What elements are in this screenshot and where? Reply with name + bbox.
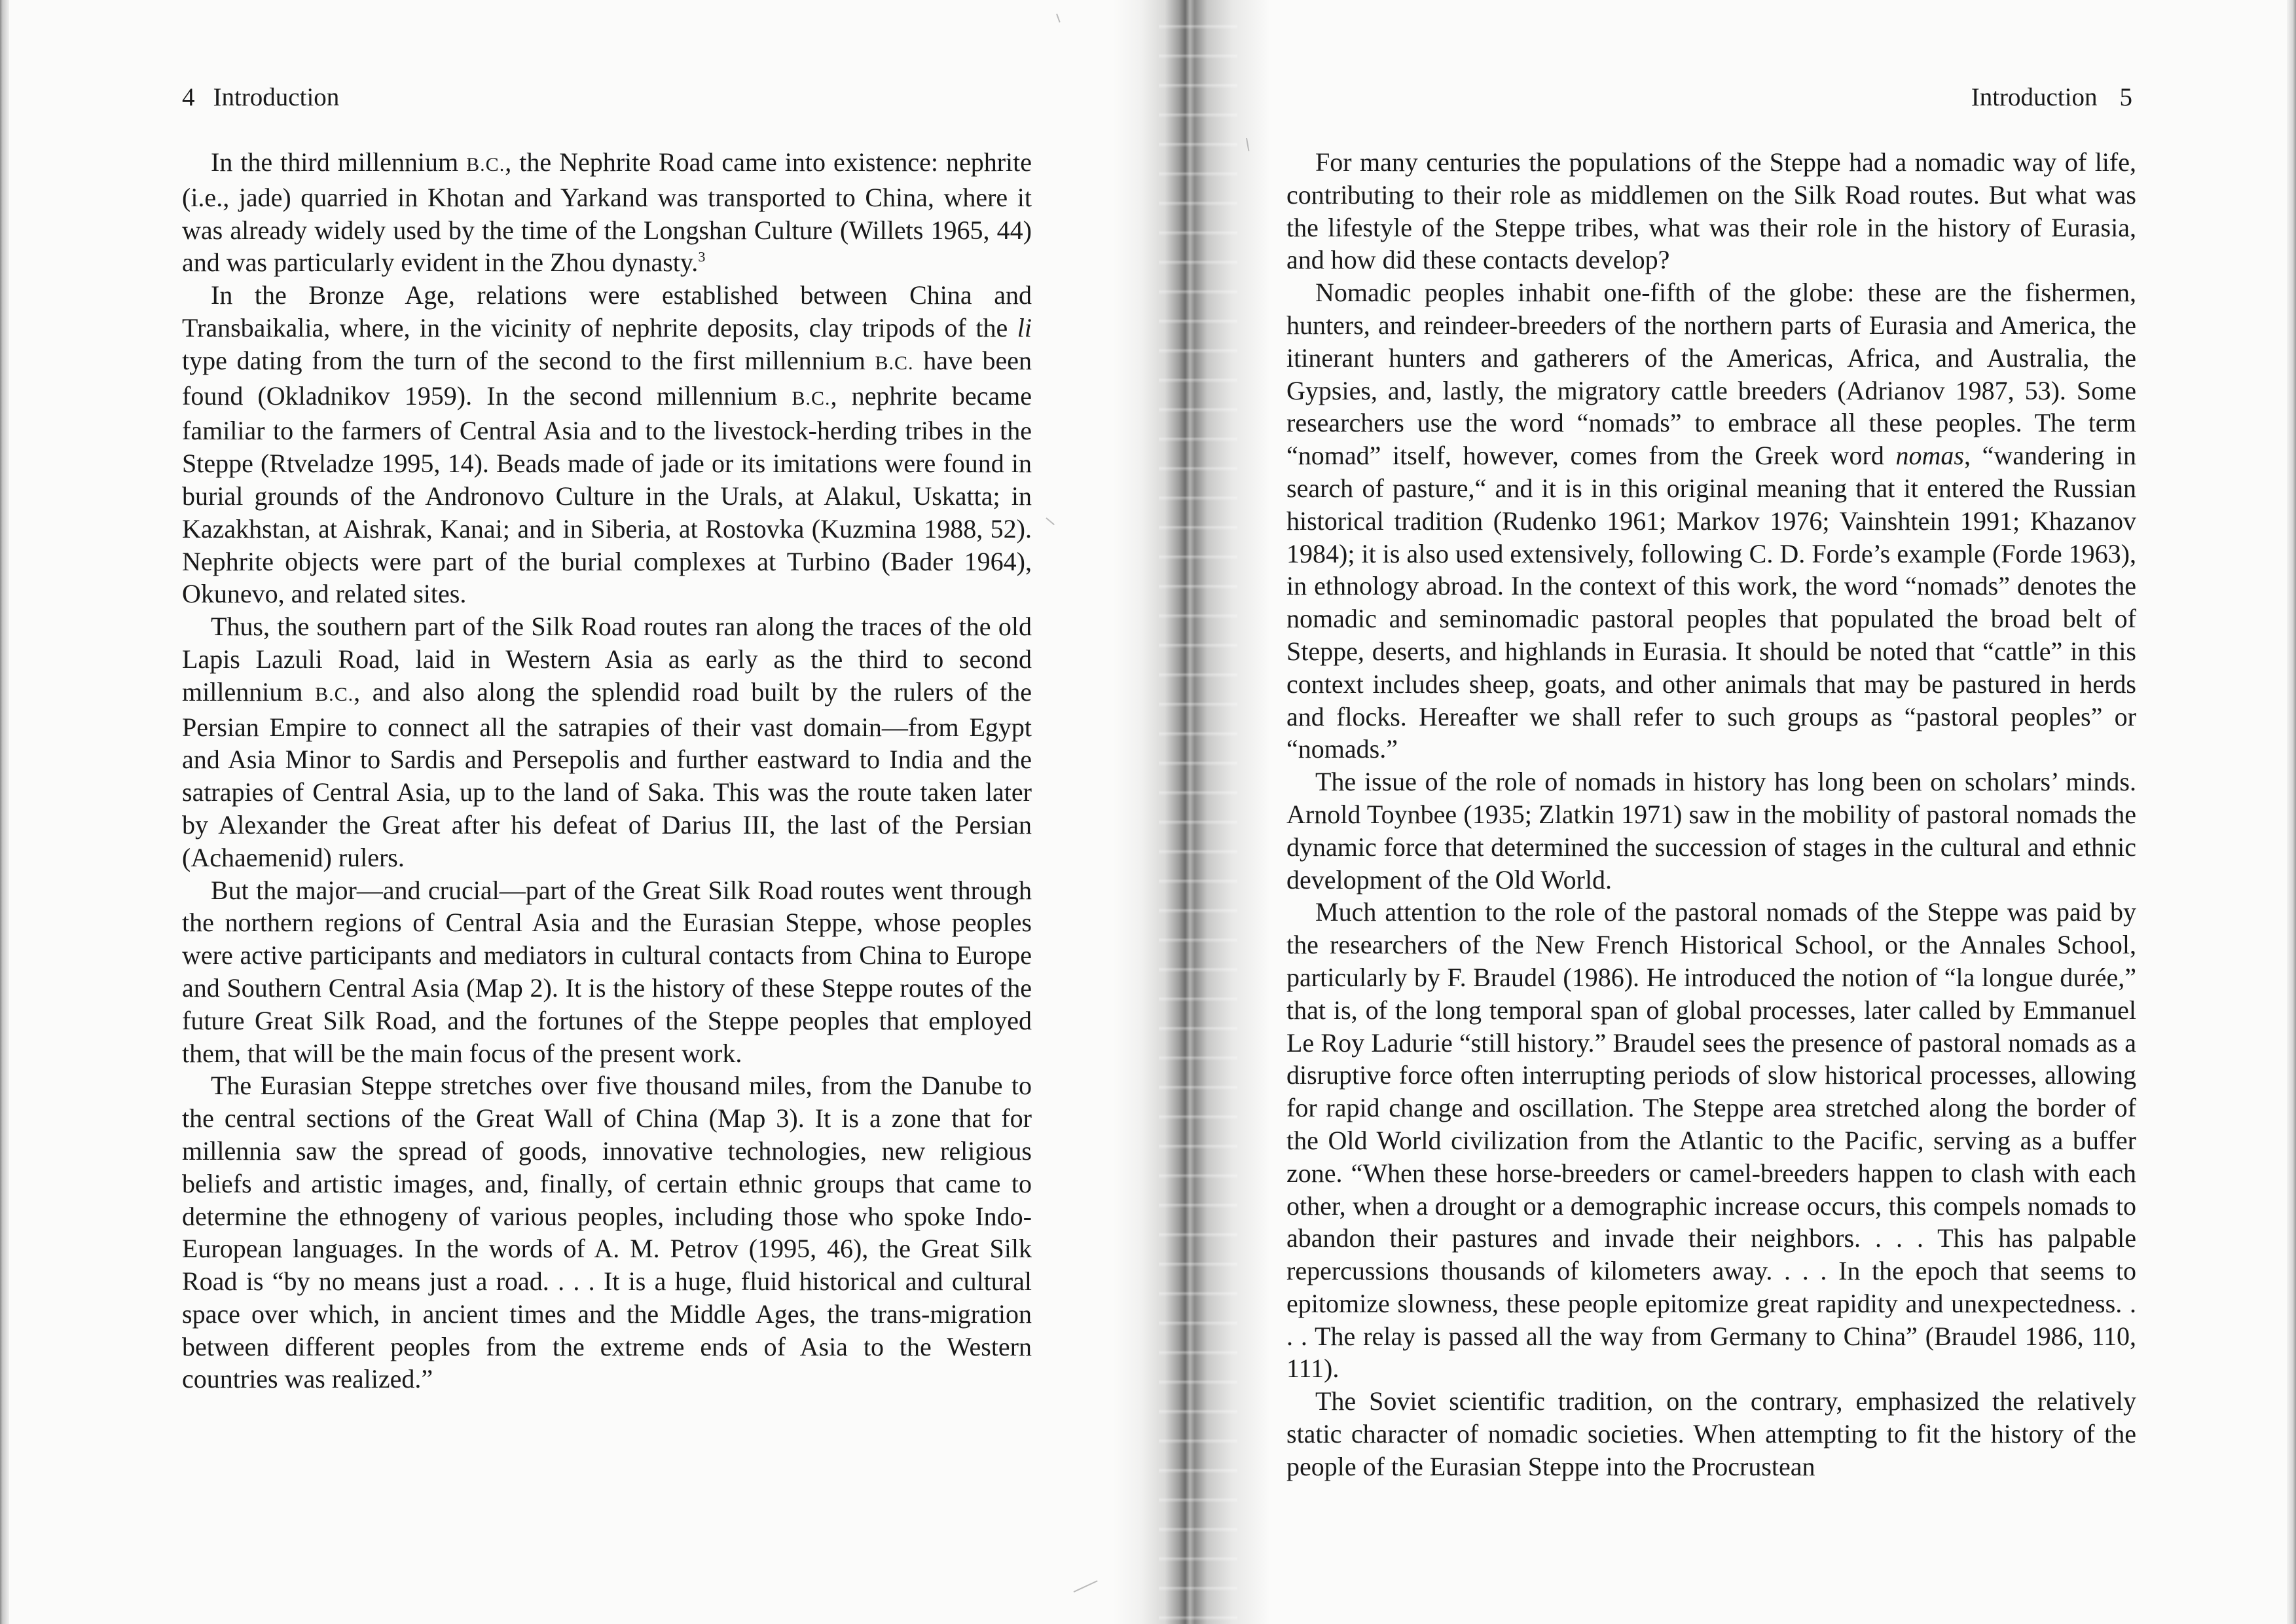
right-paragraph-text-4: Much attention to the role of the pastoral nomads of the Steppe was paid by the researchers of the New French Historical School, or the Annales School, particularly by F. Braudel (1986). He introduced the notion of “la longue durée,” that is, of the long temporal span of global processes, later called by Emmanuel Le Roy Ladurie “still history.” Braudel sees the presence of pastoral nomads as a disruptive force often interrupting periods of slow historical processes, allowing for rapid change and oscillation. The Steppe area stretched along the border of the Old World civilization from the Atlantic to the Pacific, serving as a buffer zone. “When these horse-breeders or camel-breeders happen to clash with each other, when a drought or a demographic increase occurs, this compels nomads to abandon their pastures and invade their neighbors. . . . This has palpable repercussions thousands of kilometers away. . . . In the epoch that seems to epitomize slowness, these people epitomize great rapidity and unexpectedness. . . . The relay is passed all the way from Germany to China” (Braudel 1986, 110, 111). xyxy=(1286,897,2136,1384)
right-page-number: 5 xyxy=(2119,83,2132,111)
left-paragraph-text-1: In the third millennium B.C., the Nephrite Road came into existence: nephrite (i.e., jade) quarried in Khotan and Yarkand was transported to China, where it was already widely used by the time of the Longshan Culture (Willets 1965, 44) and was particularly evident in the Zhou dynasty.$^3$ xyxy=(182,147,1032,278)
left-running-title: Introduction xyxy=(213,83,340,111)
left-paragraph-text-2: In the Bronze Age, relations were established between China and Transbaikalia, where, in the vicinity of nephrite deposits, clay tripods of the li type dating from the turn of the second to the first millennium B.C. have been found (Okladnikov 1959). In the second millennium B.C., nephrite became familiar to the farmers of Central Asia and to the livestock-herding tribes in the Steppe (Rtveladze 1995, 14). Beads made of jade or its imitations were found in burial grounds of the Andronovo Culture in the Urals, at Alakul, Uskatta; in Kazakhstan, at Aishrak, Kanai; and in Siberia, at Rostovka (Kuzmina 1988, 52). Nephrite objects were part of the burial complexes at Turbino (Bader 1964), Okunevo, and related sites. xyxy=(182,280,1032,609)
left-paragraph-text-5: The Eurasian Steppe stretches over five thousand miles, from the Danube to the central sections of the Great Wall of China (Map 3). It is a zone that for millennia saw the spread of goods, innovative technologies, new religious beliefs and artistic images, and, finally, of certain ethnic groups that came to determine the ethnogeny of various peoples, including those who spoke Indo-European languages. In the words of A. M. Petrov (1995, 46), the Great Silk Road is “by no means just a road. . . . It is a huge, fluid historical and cultural space over which, in ancient times and the Middle Ages, the trans-migration between different peoples from the extreme ends of Asia to the Western countries was realized.” xyxy=(182,1071,1032,1394)
right-paragraph-4 xyxy=(1286,896,2136,1385)
left-paragraph-3 xyxy=(182,610,1032,874)
right-page xyxy=(1244,0,2296,1624)
left-page xyxy=(0,0,1139,1624)
right-paragraph-text-3: The issue of the role of nomads in history has long been on scholars’ minds. Arnold Toynbee (1935; Zlatkin 1971) saw in the mobility of pastoral nomads the dynamic force that determined the succession of stages in the cultural and ethnic development of the Old World. xyxy=(1286,767,2136,895)
left-paragraph-text-4: But the major—and crucial—part of the Great Silk Road routes went through the northern regions of Central Asia and the Eurasian Steppe, whose peoples were active participants and mediators in cultural contacts from China to Europe and Southern Central Asia (Map 2). It is the history of these Steppe routes of the future Great Silk Road, and the fortunes of the Steppe peoples that employed them, that will be the main focus of the present work. xyxy=(182,875,1032,1068)
right-running-head xyxy=(1971,83,2132,113)
left-page-number: 4 xyxy=(182,83,195,111)
left-paragraph-5 xyxy=(182,1069,1032,1395)
gutter-shading xyxy=(1159,0,1237,1624)
left-paragraph-1 xyxy=(182,146,1032,279)
left-paragraph-4 xyxy=(182,874,1032,1070)
left-paragraph-text-3: Thus, the southern part of the Silk Road routes ran along the traces of the old Lapis Lazuli Road, laid in Western Asia as early as the third to second millennium B.C., and also along the splendid road built by the rulers of the Persian Empire to connect all the satrapies of their vast domain—from Egypt and Asia Minor to Sardis and Persepolis and further eastward to India and the satrapies of Central Asia, up to the land of Saka. This was the route taken later by Alexander the Great after his defeat of Darius III, the last of the Persian (Achaemenid) rulers. xyxy=(182,612,1032,872)
right-page-body xyxy=(1286,146,2136,1483)
right-paragraph-3 xyxy=(1286,766,2136,896)
left-paragraph-2 xyxy=(182,279,1032,610)
right-paragraph-2 xyxy=(1286,276,2136,766)
right-paragraph-5 xyxy=(1286,1385,2136,1483)
right-running-title: Introduction xyxy=(1971,83,2098,111)
left-running-head xyxy=(182,83,339,113)
right-paragraph-text-1: For many centuries the populations of the Steppe had a nomadic way of life, contributing to their role as middlemen on the Silk Road routes. But what was the lifestyle of the Steppe tribes, what was their role in the history of Eurasia, and how did these contacts develop? xyxy=(1286,147,2136,275)
right-paragraph-1 xyxy=(1286,146,2136,276)
right-paragraph-text-2: Nomadic peoples inhabit one-fifth of the globe: these are the fishermen, hunters, and reindeer-breeders of the northern parts of Eurasia and America, the itinerant hunters and gatherers of the Americas, Africa, and Australia, the Gypsies, and, lastly, the migratory cattle breeders (Adrianov 1987, 53). Some researchers use the word “nomads” to embrace all these peoples. The term “nomad” itself, however, comes from the Greek word nomas, “wandering in search of pasture,“ and it is in this original meaning that it entered the Russian historical tradition (Rudenko 1961; Markov 1976; Vainshtein 1991; Khazanov 1984); it is also used extensively, following C. D. Forde’s example (Forde 1963), in ethnology abroad. In the context of this work, the word “nomads” denotes the nomadic and seminomadic pastoral peoples that populated the broad belt of Steppe, deserts, and highlands in Eurasia. It should be noted that “cattle” in this context includes sheep, goats, and other animals that may be pastured in herds and flocks. Hereafter we shall refer to such groups as “pastoral peoples” or “nomads.” xyxy=(1286,278,2136,764)
left-page-body xyxy=(182,146,1032,1395)
right-paragraph-text-5: The Soviet scientific tradition, on the contrary, emphasized the relatively static character of nomadic societies. When attempting to fit the history of the people of the Eurasian Steppe into the Procrustean xyxy=(1286,1386,2136,1481)
